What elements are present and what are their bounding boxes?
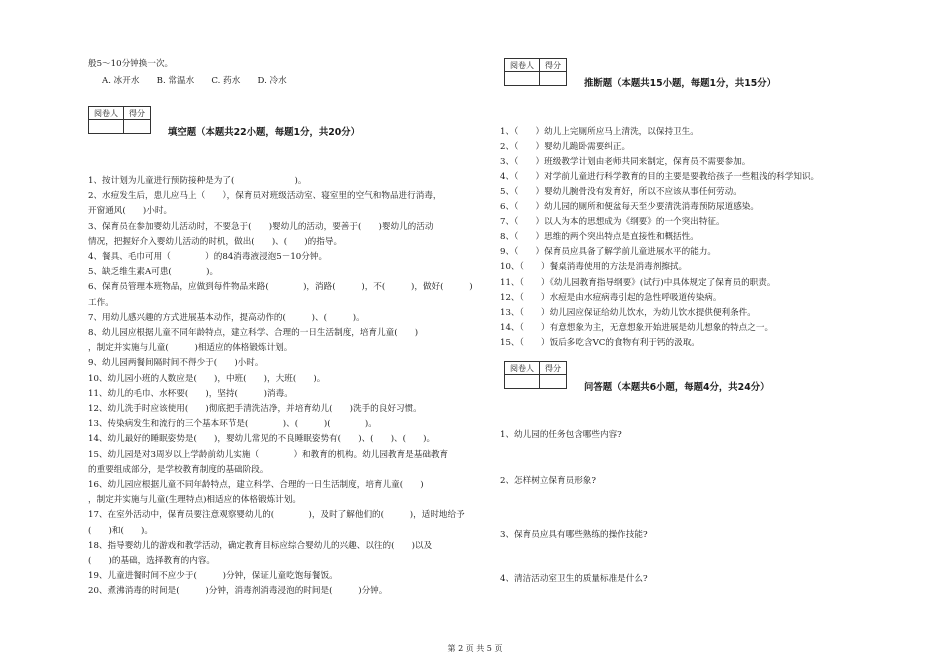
fill-question-line: ( )和( )。 (88, 525, 153, 536)
qa-section-title: 问答题（本题共6小题，每题4分，共24分） (584, 382, 770, 393)
fill-question-line: 8、幼儿园应根据儿童不同年龄特点，建立科学、合理的一日生活制度，培育儿童( ) (88, 328, 419, 338)
fill-question-line: 6、保育员管理本班物品，应做到每件物品来路( )，消路( )，不( )，做好( ) (88, 282, 473, 293)
qa-question: 3、保育员应具有哪些熟练的操作技能? (500, 530, 648, 540)
judge-section-title: 推断题（本题共15小题，每题1分，共15分） (584, 78, 776, 89)
score-table-score: 得分 (540, 362, 567, 375)
fill-question-line: ( )的基础，选择教育的内容。 (88, 556, 216, 566)
fill-question-line: 1、按计划为儿童进行预防接种是为了( )。 (88, 176, 307, 186)
score-table-reviewer: 阅卷人 (89, 107, 124, 120)
judge-question-line: 1、（ ）幼儿上完厕所应马上清洗，以保持卫生。 (500, 127, 699, 137)
fill-question-line: 7、用幼儿感兴趣的方式进展基本动作，提高动作的( )、( )。 (88, 312, 365, 323)
fill-question-line: 11、幼儿的毛巾、水杯要( )，坚持( )消毒。 (88, 388, 293, 399)
score-table-reviewer: 阅卷人 (505, 362, 540, 375)
qa-question: 1、幼儿园的任务包含哪些内容? (500, 430, 622, 440)
prev-question-options: A. 冰开水 B. 常温水 C. 药水 D. 冷水 (102, 76, 287, 86)
qa-question: 4、清洁活动室卫生的质量标准是什么? (500, 574, 648, 584)
prev-question-tail: 般5～10分钟换一次。 (88, 59, 174, 69)
score-table-reviewer: 阅卷人 (505, 59, 540, 72)
judge-question-line: 8、（ ）思维的两个突出特点是直接性和概括性。 (500, 232, 699, 243)
judge-question-line: 5、（ ）婴幼儿腕骨没有发育好，所以不应该从事任何劳动。 (500, 187, 742, 198)
fill-question-line: 工作。 (88, 297, 114, 308)
judge-question-line: 11、（ ）《幼儿园教育指导纲要》(试行)中具体规定了保育员的职责。 (500, 277, 776, 288)
score-table-qa (504, 361, 567, 389)
score-table-fill (88, 106, 151, 134)
fill-question-line: 5、缺乏维生素A可患( )。 (88, 267, 219, 278)
fill-question-line: 18、指导婴幼儿的游戏和教学活动，确定教育目标应综合婴幼儿的兴趣、以往的( )以及 (88, 540, 433, 551)
judge-question-line: 6、（ ）幼儿园的厕所和便盆每天至少要清洗消毒预防尿道感染。 (500, 202, 759, 213)
fill-question-line: 12、幼儿洗手时应该使用( )彻底把手清洗洁净，并培育幼儿( )洗手的良好习惯。 (88, 404, 422, 414)
fill-question-line: 19、儿童进餐时间不应少于( )分钟，保证儿童吃饱每餐饭。 (88, 571, 338, 582)
fill-question-line: 16、幼儿园应根据儿童不同年龄特点，建立科学、合理的一日生活制度，培育儿童( ) (88, 480, 424, 490)
score-table-score: 得分 (540, 59, 567, 72)
fill-question-line: 2、水痘发生后，患儿应马上（ ），保育员对班级活动室、寝室里的空气和物品进行消毒， (88, 191, 442, 202)
fill-section-title: 填空题（本题共22小题，每题1分，共20分） (168, 127, 360, 138)
qa-question: 2、怎样树立保育员形象? (500, 476, 597, 486)
fill-question-line: ，制定并实施与儿童( )相适应的体格锻炼计划。 (88, 343, 293, 354)
judge-question-line: 10、（ ）餐桌消毒使用的方法是消毒剂擦拭。 (500, 262, 688, 273)
judge-question-line: 15、（ ）饭后多吃含VC的食物有利于钙的汲取。 (500, 337, 700, 348)
judge-question-line: 3、（ ）班级教学计划由老师共同来制定，保育员不需要参加。 (500, 157, 751, 168)
page-footer: 第 2 页 共 5 页 (447, 644, 503, 653)
fill-question-line: 情况，把握好介入婴幼儿活动的时机，做出( )、( )的指导。 (88, 236, 343, 247)
fill-question-line: ，制定并实施与儿童(生理特点)相适应的体格锻炼计划。 (88, 495, 301, 506)
judge-question-line: 4、（ ）对学前儿童进行科学教育的目的主要是要教给孩子一些粗浅的科学知识。 (500, 172, 820, 183)
fill-question-line: 15、幼儿园是对3周岁以上学龄前幼儿实施（ ）和教育的机构。幼儿园教育是基础教育 (88, 449, 449, 460)
judge-question-line: 2、（ ）婴幼儿跪卧需要纠正。 (500, 142, 631, 153)
judge-question-line: 12、（ ）水痘是由水痘病毒引起的急性呼吸道传染病。 (500, 292, 722, 303)
judge-question-line: 9、（ ）保育员应具备了解学前儿童进展水平的能力。 (500, 247, 717, 258)
fill-question-line: 13、传染病发生和流行的三个基本环节是( )、( )( )。 (88, 419, 377, 430)
fill-question-line: 开窗通风( )小时。 (88, 206, 173, 217)
fill-question-line: 14、幼儿最好的睡眠姿势是( )，婴幼儿常见的不良睡眠姿势有( )、( )、( )。 (88, 434, 436, 445)
judge-question-line: 7、（ ）以人为本的思想成为《纲要》的一个突出特征。 (500, 217, 725, 228)
fill-question-line: 10、幼儿园小班的人数应是( )，中班( )，大班( )。 (88, 373, 326, 384)
fill-question-line: 3、保育员在参加婴幼儿活动时，不要急于( )婴幼儿的活动，要善于( )婴幼儿的活动 (88, 221, 434, 232)
fill-question-line: 的重要组成部分，是学校教育制度的基础阶段。 (88, 464, 269, 475)
fill-question-line: 9、幼儿园两餐间隔时间不得少于( )小时。 (88, 358, 264, 369)
judge-question-line: 14、（ ）有意想象为主，无意想象开始进展是幼儿想象的特点之一。 (500, 322, 774, 333)
judge-question-line: 13、（ ）幼儿园应保证给幼儿饮水，为幼儿饮水提供便利条件。 (500, 307, 756, 318)
fill-question-line: 4、餐具、毛巾可用（ ）的84消毒液浸泡5－10分钟。 (88, 252, 328, 262)
score-table-score: 得分 (124, 107, 151, 120)
fill-question-line: 20、煮沸消毒的时间是( )分钟，消毒剂消毒浸泡的时间是( )分钟。 (88, 586, 388, 597)
fill-question-line: 17、在室外活动中，保育员要注意观察婴幼儿的( )，及时了解他们的( )，适时地给予 (88, 510, 465, 521)
score-table-judge (504, 58, 567, 86)
